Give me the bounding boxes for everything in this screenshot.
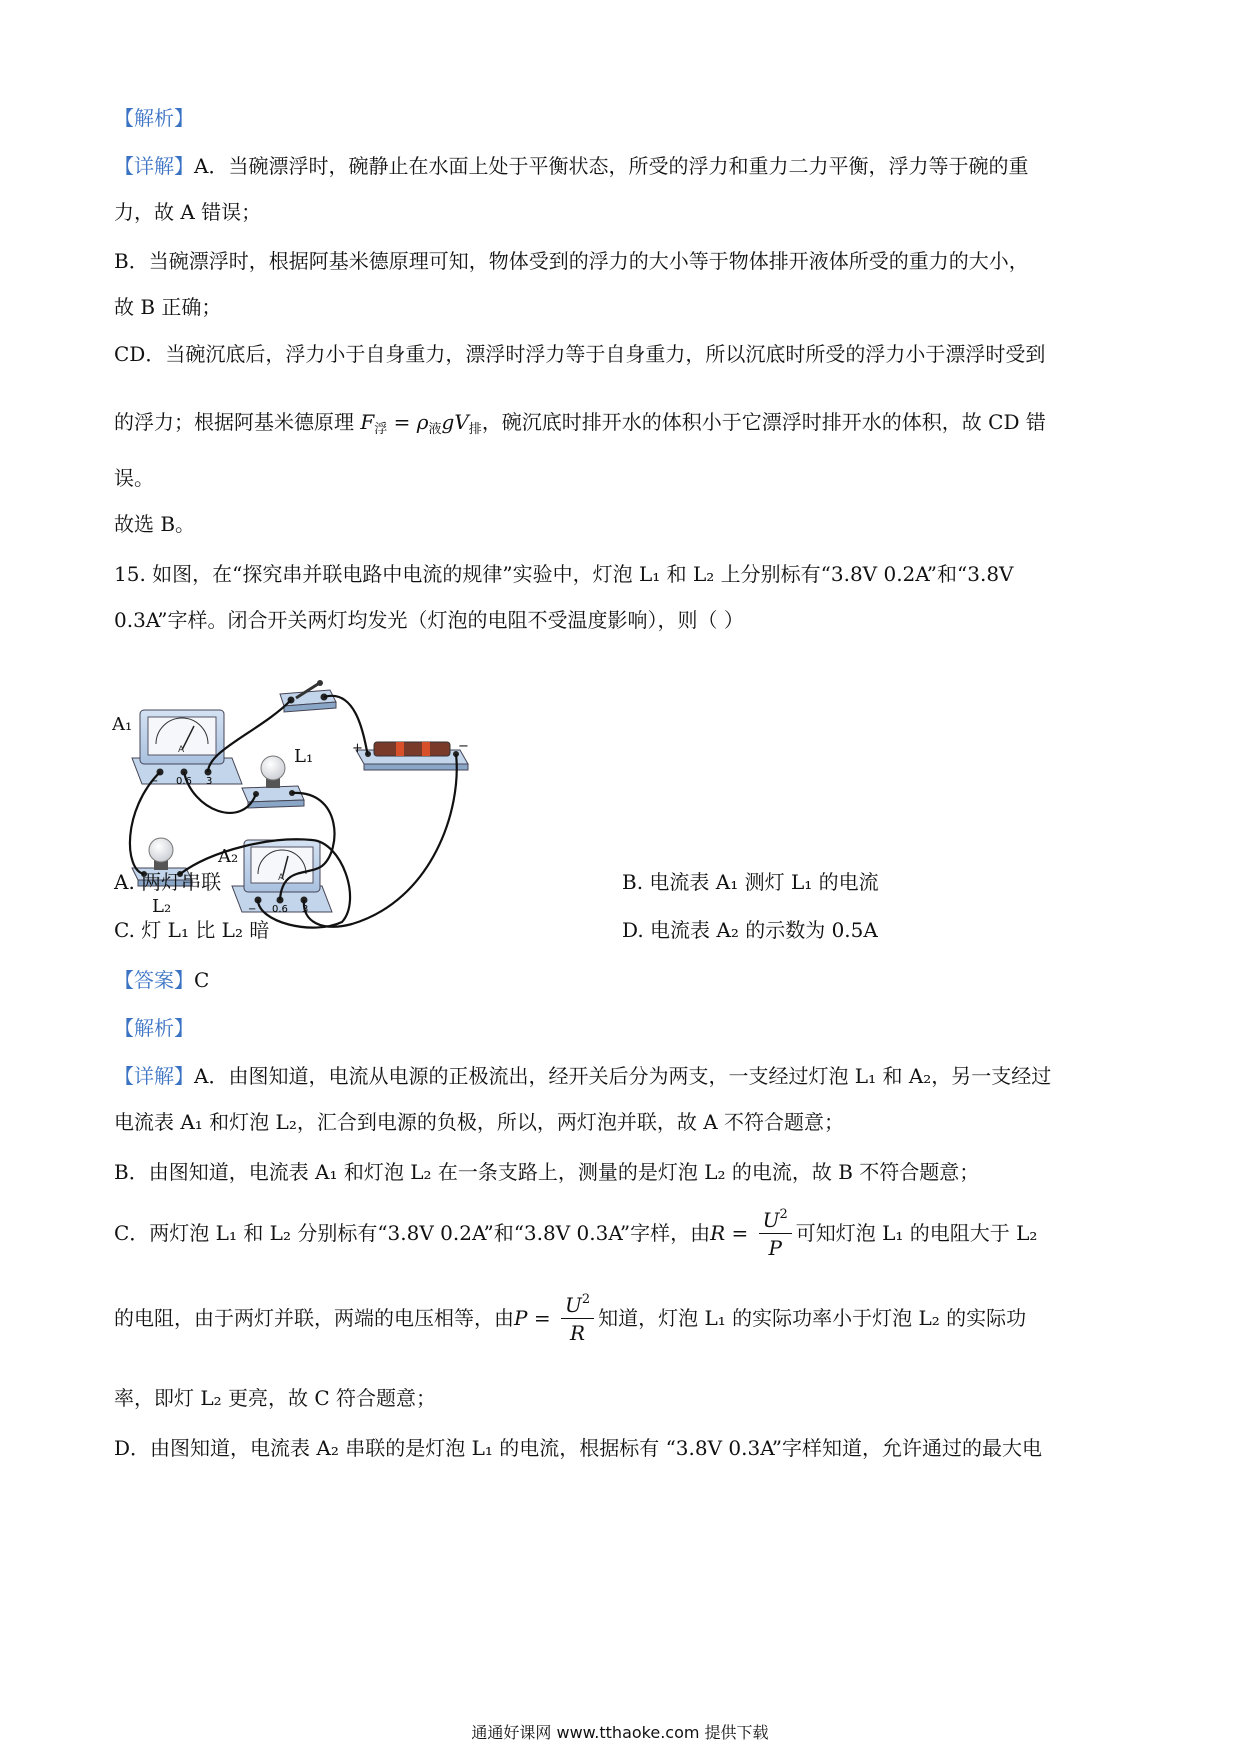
question-line-1: 15. 如图，在“探究串并联电路中电流的规律”实验中，灯泡 L₁ 和 L₂ 上分别标有“3.8V 0.2A”和“3.8V bbox=[114, 562, 1014, 586]
label-l2: L₂ bbox=[152, 896, 172, 917]
answer-line bbox=[114, 966, 209, 994]
ammeter-a2 bbox=[232, 840, 332, 915]
power-formula: P = $\frac{U^2}{R}$ bbox=[514, 1306, 598, 1330]
solution-line-d1: D．由图知道，电流表 A₂ 串联的是灯泡 L₁ 的电流，根据标有 “3.8V 0.3A”字样知道，允许通过的最大电 bbox=[114, 1436, 1042, 1460]
svg-text:0.6: 0.6 bbox=[176, 776, 192, 787]
svg-text:−: − bbox=[248, 904, 257, 915]
archimedes-formula: $F_浮 = \rho_液gV_排$ bbox=[360, 410, 482, 437]
svg-text:−: − bbox=[150, 776, 159, 787]
formula-prefix: 的浮力；根据阿基米德原理 bbox=[114, 410, 361, 434]
option-c: C. 灯 L₁ 比 L₂ 暗 bbox=[114, 918, 270, 942]
svg-text:3: 3 bbox=[302, 904, 309, 915]
detail-text-1a: A．当碗漂浮时，碗静止在水面上处于平衡状态，所受的浮力和重力二力平衡，浮力等于碗的重 bbox=[194, 154, 1029, 178]
page-footer: 通通好课网 www.tthaoke.com 提供下载 bbox=[471, 1723, 769, 1742]
svg-text:A: A bbox=[278, 873, 285, 883]
option-d: D. 电流表 A₂ 的示数为 0.5A bbox=[622, 918, 878, 942]
option-a: A. 两灯串联 bbox=[114, 870, 222, 894]
option-b: B. 电流表 A₁ 测灯 L₁ 的电流 bbox=[622, 870, 879, 894]
solution-line-c2: 的电阻，由于两灯并联，两端的电压相等，由P = $\frac{U^2}{R}$ 知道，灯泡 L₁ 的实际功率小于灯泡 L₂ 的实际功 bbox=[114, 1292, 1027, 1345]
formula-suffix: ，碗沉底时排开水的体积小于它漂浮时排开水的体积，故 CD 错 bbox=[481, 410, 1046, 434]
battery-minus-label: − bbox=[458, 739, 469, 754]
detail-text-1b: 力，故 A 错误； bbox=[114, 200, 262, 224]
detail-text-2a: B．当碗漂浮时，根据阿基米德原理可知，物体受到的浮力的大小等于物体排开液体所受的重力的大小， bbox=[114, 249, 1029, 273]
detail-text-3c: 误。 bbox=[114, 466, 154, 490]
solution-line-b1: B．由图知道，电流表 A₁ 和灯泡 L₂ 在一条支路上，测量的是灯泡 L₂ 的电流，故 B 不符合题意； bbox=[114, 1160, 980, 1184]
svg-text:0.6: 0.6 bbox=[272, 904, 288, 915]
battery bbox=[352, 739, 469, 770]
resistance-formula: R = $\frac{U^2}{P}$ bbox=[710, 1221, 796, 1245]
choice-line: 故选 B。 bbox=[114, 512, 196, 536]
svg-text:A: A bbox=[178, 745, 185, 755]
solution-line-a2: 电流表 A₁ 和灯泡 L₂，汇合到电源的负极，所以，两灯泡并联，故 A 不符合题意； bbox=[114, 1110, 844, 1134]
detail-line-1 bbox=[114, 152, 1028, 180]
answer-value: C bbox=[194, 968, 210, 992]
solution-analysis-tag: 【解析】 bbox=[114, 1016, 194, 1040]
answer-tag: 【答案】 bbox=[114, 968, 194, 992]
label-l1: L₁ bbox=[294, 746, 314, 767]
solution-line-c3: 率，即灯 L₂ 更亮，故 C 符合题意； bbox=[114, 1386, 437, 1410]
question-line-2: 0.3A”字样。闭合开关两灯均发光（灯泡的电阻不受温度影响），则（ ） bbox=[114, 608, 744, 632]
analysis-tag: 【解析】 bbox=[114, 106, 194, 130]
solution-line-c1: C．两灯泡 L₁ 和 L₂ 分别标有“3.8V 0.2A”和“3.8V 0.3A”字样，由R = $\frac{U^2}{P}$ 可知灯泡 L₁ 的电阻大于 L₂ bbox=[114, 1207, 1038, 1260]
detail-text-3a: CD．当碗沉底后，浮力小于自身重力，漂浮时浮力等于自身重力，所以沉底时所受的浮力小于漂浮时受到 bbox=[114, 342, 1046, 366]
label-a2: A₂ bbox=[218, 846, 239, 867]
svg-text:3: 3 bbox=[206, 776, 213, 787]
battery-plus-label: + bbox=[352, 741, 363, 756]
detail-tag: 【详解】 bbox=[114, 154, 194, 178]
solution-detail-tag: 【详解】 bbox=[114, 1064, 194, 1088]
label-a1: A₁ bbox=[112, 714, 133, 735]
detail-text-3b bbox=[114, 408, 1046, 436]
detail-text-2b: 故 B 正确； bbox=[114, 295, 222, 319]
solution-line-a1: 【详解】A．由图知道，电流从电源的正极流出，经开关后分为两支，一支经过灯泡 L₁ 和 A₂，另一支经过 bbox=[114, 1064, 1052, 1088]
